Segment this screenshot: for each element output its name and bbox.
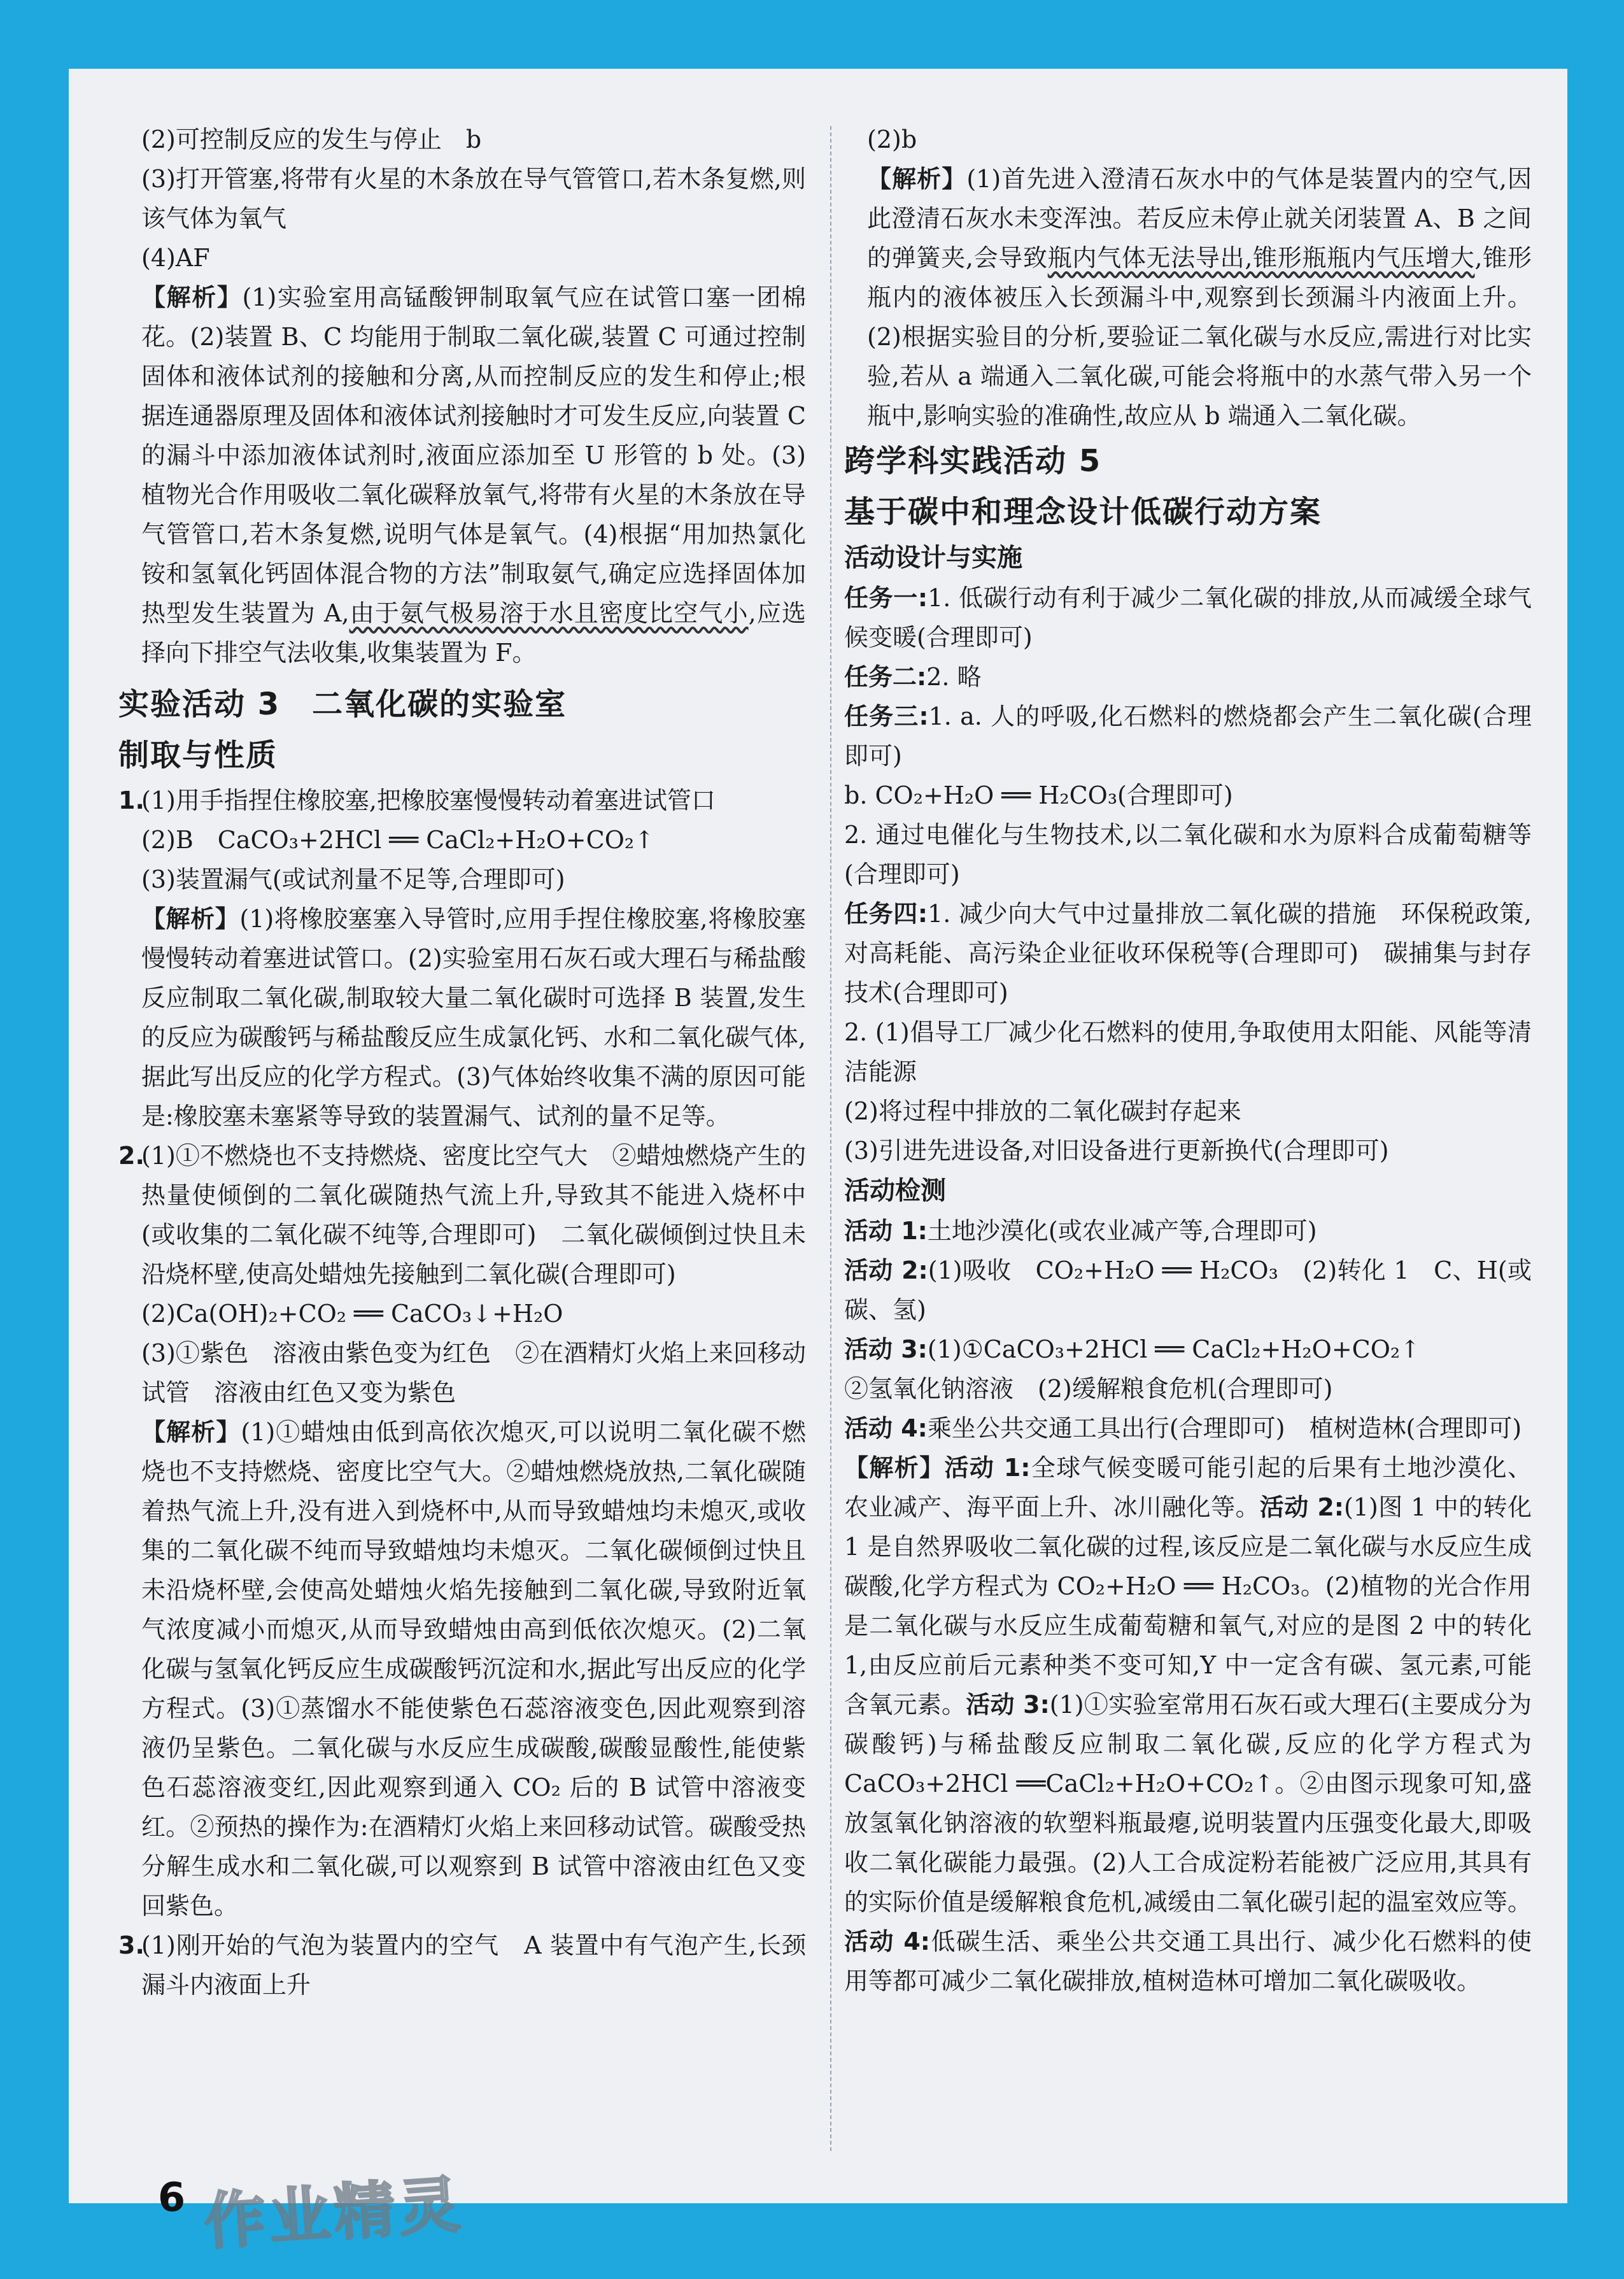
task-3-tag: 任务三: xyxy=(844,702,929,730)
answer-2-2: (2)可控制反应的发生与停止 b xyxy=(141,125,482,153)
activity-3-b: ②氢氧化钠溶液 (2)缓解粮食危机(合理即可) xyxy=(844,1375,1333,1403)
q3-text-1: (1)刚开始的气泡为装置内的空气 A 装置中有气泡产生,长颈漏斗内液面上升 xyxy=(141,1931,806,1999)
question-2-part-1 xyxy=(118,1136,806,1294)
answer-3-2: (2)b xyxy=(867,125,917,153)
analysis-activity-2: (1)图 1 中的转化 1 是自然界吸收二氧化碳的过程,该反应是二氧化碳与水反应生成碳酸,化学方程式为 CO₂+H₂O ══ H₂CO₃。(2)植物的光合作用是二氧化碳与水反应生成葡萄糖和氧气,对应的是图 2 中的转化 1,由反应前后元素种类不变可知,Y 中一定含有碳、氢元素,可能含氧元素。 xyxy=(844,1493,1532,1719)
analysis-tag: 【解析】 xyxy=(141,283,243,311)
activity-1-text: 土地沙漠化(或农业减产等,合理即可) xyxy=(927,1217,1317,1245)
q3-analysis-text-end: ,锥形瓶内的液体被压入长颈漏斗中,观察到长颈漏斗内液面上升。(2)根据实验目的分析,要验证二氧化碳与水反应,需进行对比实验,若从 a 端通入二氧化碳,可能会将瓶中的水蒸气带入另一个瓶中,影响实验的准确性,故应从 b 端通入二氧化碳。 xyxy=(867,244,1532,430)
question-1-part-3: (3)装置漏气(或试剂量不足等,合理即可) xyxy=(141,865,565,893)
analysis-activity-3-tag: 活动 3: xyxy=(966,1691,1050,1719)
question-3-part-1 xyxy=(118,1926,806,2005)
activity-4 xyxy=(844,1409,1532,1448)
task-3 xyxy=(844,697,1532,776)
question-2-part-2: (2)Ca(OH)₂+CO₂ ══ CaCO₃↓+H₂O xyxy=(141,1300,563,1328)
analysis-activity-1-tag: 活动 1: xyxy=(944,1454,1031,1482)
activity-2-text: (1)吸收 CO₂+H₂O ══ H₂CO₃ (2)转化 1 C、H(或碳、氢) xyxy=(844,1256,1532,1324)
task-4-b: 2. (1)倡导工厂减少化石燃料的使用,争取使用太阳能、风能等清洁能源 xyxy=(844,1018,1532,1086)
question-3-number: 3. xyxy=(118,1931,145,1959)
question-2-part-3: (3)①紫色 溶液由紫色变为红色 ②在酒精灯火焰上来回移动试管 溶液由红色又变为紫色 xyxy=(141,1339,806,1407)
question-2-number: 2. xyxy=(118,1142,145,1170)
question-1-number: 1. xyxy=(118,786,145,814)
analysis-tag: 【解析】 xyxy=(867,165,967,193)
task-2-text: 2. 略 xyxy=(926,663,982,691)
q3-analysis-emphasis: 瓶内气体无法导出,锥形瓶瓶内气压增大 xyxy=(1047,244,1475,272)
answer-2-3: (3)打开管塞,将带有火星的木条放在导气管管口,若木条复燃,则该气体为氧气 xyxy=(141,165,806,232)
analysis-tag: 【解析】 xyxy=(844,1454,945,1482)
task-2-tag: 任务二: xyxy=(844,663,927,691)
subsection-check: 活动检测 xyxy=(844,1176,946,1205)
q2-analysis-text: (1)①蜡烛由低到高依次熄灭,可以说明二氧化碳不燃烧也不支持燃烧、密度比空气大。②蜡烛燃烧放热,二氧化碳随着热气流上升,没有进入到烧杯中,从而导致蜡烛均未熄灭,或收集的二氧化碳不纯而导致蜡烛均未熄灭。二氧化碳倾倒过快且未沿烧杯壁,会使高处蜡烛火焰先接触到二氧化碳,导致附近氧气浓度减小而熄灭,从而导致蜡烛由高到低依次熄灭。(2)二氧化碳与氢氧化钙反应生成碳酸钙沉淀和水,据此写出反应的化学方程式。(3)①蒸馏水不能使紫色石蕊溶液变色,因此观察到溶液仍呈紫色。二氧化碳与水反应生成碳酸,碳酸显酸性,能使紫色石蕊溶液变红,因此观察到通入 CO₂ 后的 B 试管中溶液变红。②预热的操作为:在酒精灯火焰上来回移动试管。碳酸受热分解生成水和二氧化碳,可以观察到 B 试管中溶液由红色又变回紫色。 xyxy=(141,1418,806,1920)
activity-heading-line2: 基于碳中和理念设计低碳行动方案 xyxy=(844,494,1322,530)
page-number: 6 xyxy=(158,2174,186,2220)
q1-analysis-text: (1)将橡胶塞塞入导管时,应用手捏住橡胶塞,将橡胶塞慢慢转动着塞进试管口。(2)实验室用石灰石或大理石与稀盐酸反应制取二氧化碳,制取较大量二氧化碳时可选择 B 装置,发生的反应为碳酸钙与稀盐酸反应生成氯化钙、水和二氧化碳气体,据此写出反应的化学方程式。(3)气体始终收集不满的原因可能是:橡胶塞未塞紧等导致的装置漏气、试剂的量不足等。 xyxy=(141,905,806,1130)
question-2-analysis xyxy=(118,1412,806,1926)
activity-3-text-a: (1)①CaCO₃+2HCl ══ CaCl₂+H₂O+CO₂↑ xyxy=(927,1335,1420,1363)
task-4-c: (2)将过程中排放的二氧化碳封存起来 xyxy=(844,1097,1241,1125)
task-3-b: b. CO₂+H₂O ══ H₂CO₃(合理即可) xyxy=(844,781,1233,809)
analysis-activity-2-tag: 活动 2: xyxy=(1259,1493,1344,1521)
activity-3 xyxy=(844,1330,1532,1369)
question-1-analysis xyxy=(118,899,806,1136)
q1-text-1: (1)用手指捏住橡胶塞,把橡胶塞慢慢转动着塞进试管口 xyxy=(141,786,716,814)
task-3-text-a: 1. a. 人的呼吸,化石燃料的燃烧都会产生二氧化碳(合理即可) xyxy=(844,702,1532,770)
analysis-text: (1)实验室用高锰酸钾制取氧气应在试管口塞一团棉花。(2)装置 B、C 均能用于制取二氧化碳,装置 C 可通过控制固体和液体试剂的接触和分离,从而控制反应的发生和停止;根据连通器原理及固体和液体试剂接触时才可发生反应,向装置 C 的漏斗中添加液体试剂时,液面应添加至 U 形管的 b 处。(3)植物光合作用吸收二氧化碳释放氧气,将带有火星的木条放在导气管管口,若木条复燃,说明气体是氧气。(4)根据“用加热氯化铵和氢氧化钙固体混合物的方法”制取氨气,确定应选择固体加热型发生装置为 A, xyxy=(141,283,806,627)
analysis-activity-3: (1)①实验室常用石灰石或大理石(主要成分为碳酸钙)与稀盐酸反应制取二氧化碳,反应的化学方程式为 CaCO₃+2HCl ══CaCl₂+H₂O+CO₂↑。②由图示现象可知,盛放氢氧化钠溶液的软塑料瓶最瘪,说明装置内压强变化最大,即吸收二氧化碳能力最强。(2)人工合成淀粉若能被广泛应用,其具有的实际价值是缓解粮食危机,减缓由二氧化碳引起的温室效应等。 xyxy=(844,1691,1532,1916)
answer-2-4: (4)AF xyxy=(141,244,210,272)
right-column xyxy=(844,120,1532,2001)
activity-1 xyxy=(844,1211,1532,1251)
analysis-activity-1: 全球气候变暖可能引起的后果有土地沙漠化、农业减产、海平面上升、冰川融化等。 xyxy=(844,1454,1532,1521)
section-heading-line2: 制取与性质 xyxy=(118,737,278,773)
task-1-text: 1. 低碳行动有利于减少二氧化碳的排放,从而减缓全球气候变暖(合理即可) xyxy=(844,584,1532,651)
page xyxy=(69,69,1567,2203)
activity-4-tag: 活动 4: xyxy=(844,1414,928,1442)
activity-3-tag: 活动 3: xyxy=(844,1335,928,1363)
task-4-tag: 任务四: xyxy=(844,900,928,928)
section-heading-line1: 实验活动 3 二氧化碳的实验室 xyxy=(118,686,567,722)
analysis-text-end: ,应选择向下排空气法收集,收集装置为 F。 xyxy=(141,599,806,667)
task-3-c: 2. 通过电催化与生物技术,以二氧化碳和水为原料合成葡萄糖等(合理即可) xyxy=(844,821,1532,888)
analysis-block xyxy=(118,278,806,672)
activity-heading-line1: 跨学科实践活动 5 xyxy=(844,443,1102,479)
subsection-design: 活动设计与实施 xyxy=(844,543,1022,572)
left-column xyxy=(118,120,806,2005)
column-divider xyxy=(830,126,831,2151)
task-2 xyxy=(844,657,1532,697)
analysis-tag: 【解析】 xyxy=(141,905,240,933)
q2-text-1: (1)①不燃烧也不支持燃烧、密度比空气大 ②蜡烛燃烧产生的热量使倾倒的二氧化碳随热气流上升,导致其不能进入烧杯中(或收集的二氧化碳不纯等,合理即可) 二氧化碳倾倒过快且未沿烧杯壁,使高处蜡烛先接触到二氧化碳(合理即可) xyxy=(141,1142,806,1288)
activity-2 xyxy=(844,1251,1532,1330)
activity-2-tag: 活动 2: xyxy=(844,1256,928,1284)
activity-analysis xyxy=(844,1448,1532,2001)
task-4 xyxy=(844,894,1532,1012)
watermark: 作业精灵 xyxy=(202,2168,466,2259)
activity-4-text: 乘坐公共交通工具出行(合理即可) 植树造林(合理即可) xyxy=(927,1414,1522,1442)
task-4-d: (3)引进先进设备,对旧设备进行更新换代(合理即可) xyxy=(844,1137,1389,1165)
activity-1-tag: 活动 1: xyxy=(844,1217,928,1245)
task-1-tag: 任务一: xyxy=(844,584,928,612)
question-3-analysis xyxy=(844,159,1532,436)
analysis-tag: 【解析】 xyxy=(141,1418,241,1446)
task-4-text-a: 1. 减少向大气中过量排放二氧化碳的措施 环保税政策,对高耗能、高污染企业征收环保税等(合理即可) 碳捕集与封存技术(合理即可) xyxy=(844,900,1532,1007)
task-1 xyxy=(844,578,1532,657)
analysis-activity-4-tag: 活动 4: xyxy=(844,1928,930,1956)
question-1-part-2: (2)B CaCO₃+2HCl ══ CaCl₂+H₂O+CO₂↑ xyxy=(141,826,654,854)
question-1-part-1 xyxy=(118,781,806,820)
analysis-emphasis: 由于氨气极易溶于水且密度比空气小 xyxy=(349,599,749,627)
analysis-activity-4: 低碳生活、乘坐公共交通工具出行、减少化石燃料的使用等都可减少二氧化碳排放,植树造林可增加二氧化碳吸收。 xyxy=(844,1928,1532,1995)
q3-analysis-text: (1)首先进入澄清石灰水中的气体是装置内的空气,因此澄清石灰水未变浑浊。若反应未停止就关闭装置 A、B 之间的弹簧夹,会导致 xyxy=(867,165,1532,272)
